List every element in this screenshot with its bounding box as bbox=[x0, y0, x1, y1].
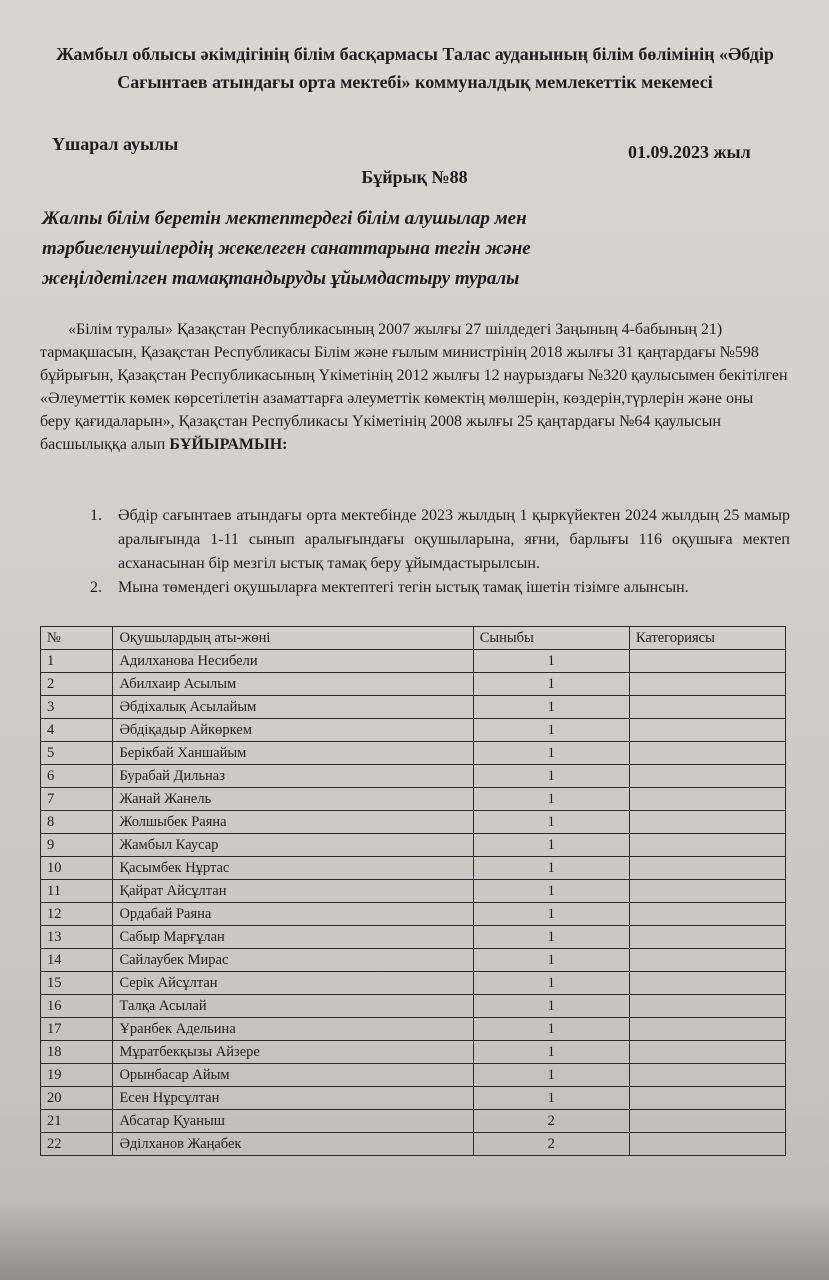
cell-grade: 1 bbox=[473, 1087, 629, 1110]
cell-category bbox=[629, 650, 785, 673]
page-shadow bbox=[0, 1200, 829, 1280]
order-subject: Жалпы білім беретін мектептердегі білім алушылар мен тәрбиеленушілердің жекелеген санаттарына тегін және жеңілдетілген тамақтандыруды ұйымдастыру туралы bbox=[42, 208, 531, 289]
preamble-text: «Білім туралы» Қазақстан Республикасының 2007 жылғы 27 шілдедегі Заңының 4-бабының 21) тармақшасын, Қазақстан Республикасы Білім және ғылым министрінің 2018 жылғы 31 қаңтардағы №598 бұйрығын, Қазақстан Республикасының Үкіметінің 2012 жылғы 12 наурыздағы №320 қаулысымен бекітілген «Әлеуметтік көмек көрсетілетін азаматтарға әлеуметтік көмектің мөлшерін, көздерін,түрлерін және оны беру қағидаларын», Қазақстан Республикасы Үкіметінің 2008 жылғы 25 қаңтардағы №64 қаулысын басшылыққа алып bbox=[40, 321, 788, 453]
column-header-category: Категориясы bbox=[629, 627, 785, 650]
cell-name: Талқа Асылай bbox=[113, 995, 473, 1018]
order-item-text: Әбдір сағынтаев атындағы орта мектебінде 2023 жылдың 1 қыркүйектен 2024 жылдың 25 мамыр аралығында 1-11 сынып аралығындағы оқушыларына, яғни, барлығы 116 оқушыға мектеп асханасынан бір мезгіл ыстық тамақ беру ұйымдастырылсын. bbox=[118, 507, 790, 572]
table-row bbox=[41, 719, 786, 742]
cell-number: 5 bbox=[41, 742, 113, 765]
cell-number: 12 bbox=[41, 903, 113, 926]
cell-grade: 1 bbox=[473, 696, 629, 719]
cell-number: 11 bbox=[41, 880, 113, 903]
table-row bbox=[41, 949, 786, 972]
preamble-paragraph bbox=[40, 318, 788, 456]
table-row bbox=[41, 926, 786, 949]
cell-category bbox=[629, 949, 785, 972]
cell-number: 19 bbox=[41, 1064, 113, 1087]
table-row bbox=[41, 1018, 786, 1041]
cell-grade: 1 bbox=[473, 719, 629, 742]
institution-header: Жамбыл облысы әкімдігінің білім басқармасы Талас ауданының білім бөлімінің «Әбдір Сағынтаев атындағы орта мектебі» коммуналдық мемлекеттік мекемесі bbox=[56, 44, 774, 92]
cell-category bbox=[629, 673, 785, 696]
table-row bbox=[41, 650, 786, 673]
table-row bbox=[41, 1041, 786, 1064]
order-item-number: 1. bbox=[90, 507, 102, 524]
pupils-table bbox=[40, 626, 786, 1156]
cell-name: Мұратбекқызы Айзере bbox=[113, 1041, 473, 1064]
table-row bbox=[41, 742, 786, 765]
cell-number: 4 bbox=[41, 719, 113, 742]
cell-name: Әбдіқадыр Айкөркем bbox=[113, 719, 473, 742]
table-row bbox=[41, 1110, 786, 1133]
cell-number: 8 bbox=[41, 811, 113, 834]
cell-category bbox=[629, 765, 785, 788]
cell-number: 18 bbox=[41, 1041, 113, 1064]
table-row bbox=[41, 788, 786, 811]
cell-number: 17 bbox=[41, 1018, 113, 1041]
table-row bbox=[41, 995, 786, 1018]
cell-number: 22 bbox=[41, 1133, 113, 1156]
cell-name: Ұранбек Адельина bbox=[113, 1018, 473, 1041]
preamble-command: БҰЙЫРАМЫН: bbox=[169, 436, 288, 453]
cell-name: Абилхаир Асылым bbox=[113, 673, 473, 696]
cell-name: Қайрат Айсұлтан bbox=[113, 880, 473, 903]
cell-grade: 1 bbox=[473, 995, 629, 1018]
cell-category bbox=[629, 1018, 785, 1041]
cell-name: Сабыр Марғұлан bbox=[113, 926, 473, 949]
cell-name: Қасымбек Нұртас bbox=[113, 857, 473, 880]
cell-number: 7 bbox=[41, 788, 113, 811]
cell-number: 1 bbox=[41, 650, 113, 673]
order-item-text: Мына төмендегі оқушыларға мектептегі тегін ыстық тамақ ішетін тізімге алынсын. bbox=[118, 579, 689, 596]
order-number: Бұйрық №88 bbox=[361, 167, 468, 187]
column-header-number: № bbox=[41, 627, 113, 650]
order-date: 01.09.2023 жыл bbox=[628, 142, 751, 162]
table-body bbox=[41, 650, 786, 1156]
cell-category bbox=[629, 995, 785, 1018]
cell-number: 2 bbox=[41, 673, 113, 696]
cell-grade: 1 bbox=[473, 857, 629, 880]
cell-name: Жанай Жанель bbox=[113, 788, 473, 811]
cell-grade: 1 bbox=[473, 1064, 629, 1087]
column-header-grade: Сыныбы bbox=[473, 627, 629, 650]
cell-number: 20 bbox=[41, 1087, 113, 1110]
order-items bbox=[90, 504, 790, 600]
cell-grade: 1 bbox=[473, 926, 629, 949]
cell-grade: 1 bbox=[473, 972, 629, 995]
cell-category bbox=[629, 1133, 785, 1156]
cell-name: Әділханов Жаңабек bbox=[113, 1133, 473, 1156]
cell-number: 10 bbox=[41, 857, 113, 880]
cell-number: 21 bbox=[41, 1110, 113, 1133]
table-header-row bbox=[41, 627, 786, 650]
cell-name: Бурабай Дильназ bbox=[113, 765, 473, 788]
cell-grade: 1 bbox=[473, 834, 629, 857]
cell-name: Орынбасар Айым bbox=[113, 1064, 473, 1087]
cell-name: Есен Нұрсұлтан bbox=[113, 1087, 473, 1110]
cell-category bbox=[629, 1041, 785, 1064]
table-row bbox=[41, 696, 786, 719]
cell-name: Абсатар Қуаныш bbox=[113, 1110, 473, 1133]
cell-grade: 1 bbox=[473, 742, 629, 765]
cell-category bbox=[629, 1110, 785, 1133]
cell-category bbox=[629, 834, 785, 857]
cell-category bbox=[629, 719, 785, 742]
cell-grade: 1 bbox=[473, 949, 629, 972]
cell-name: Сайлаубек Мирас bbox=[113, 949, 473, 972]
cell-category bbox=[629, 972, 785, 995]
cell-number: 13 bbox=[41, 926, 113, 949]
cell-name: Берікбай Ханшайым bbox=[113, 742, 473, 765]
table-row bbox=[41, 673, 786, 696]
cell-category bbox=[629, 1064, 785, 1087]
cell-number: 3 bbox=[41, 696, 113, 719]
table-row bbox=[41, 1064, 786, 1087]
cell-number: 15 bbox=[41, 972, 113, 995]
order-item bbox=[90, 504, 790, 576]
table-row bbox=[41, 765, 786, 788]
cell-category bbox=[629, 880, 785, 903]
table-row bbox=[41, 972, 786, 995]
table-row bbox=[41, 811, 786, 834]
cell-category bbox=[629, 788, 785, 811]
cell-number: 9 bbox=[41, 834, 113, 857]
cell-category bbox=[629, 926, 785, 949]
table-row bbox=[41, 903, 786, 926]
table-row bbox=[41, 857, 786, 880]
order-item-number: 2. bbox=[90, 579, 102, 596]
column-header-name: Оқушылардың аты-жөні bbox=[113, 627, 473, 650]
cell-grade: 1 bbox=[473, 811, 629, 834]
cell-category bbox=[629, 857, 785, 880]
cell-name: Адилханова Несибели bbox=[113, 650, 473, 673]
cell-name: Жамбыл Каусар bbox=[113, 834, 473, 857]
cell-category bbox=[629, 903, 785, 926]
cell-number: 16 bbox=[41, 995, 113, 1018]
cell-grade: 1 bbox=[473, 673, 629, 696]
table-row bbox=[41, 834, 786, 857]
cell-name: Ордабай Раяна bbox=[113, 903, 473, 926]
cell-name: Әбдіхалық Асылайым bbox=[113, 696, 473, 719]
cell-name: Серік Айсұлтан bbox=[113, 972, 473, 995]
cell-category bbox=[629, 811, 785, 834]
cell-grade: 1 bbox=[473, 765, 629, 788]
order-item bbox=[90, 576, 790, 600]
cell-grade: 1 bbox=[473, 903, 629, 926]
cell-category bbox=[629, 696, 785, 719]
cell-grade: 1 bbox=[473, 1018, 629, 1041]
cell-grade: 2 bbox=[473, 1133, 629, 1156]
cell-grade: 1 bbox=[473, 650, 629, 673]
cell-grade: 2 bbox=[473, 1110, 629, 1133]
cell-number: 14 bbox=[41, 949, 113, 972]
cell-category bbox=[629, 742, 785, 765]
cell-grade: 1 bbox=[473, 788, 629, 811]
cell-grade: 1 bbox=[473, 880, 629, 903]
cell-number: 6 bbox=[41, 765, 113, 788]
cell-name: Жолшыбек Раяна bbox=[113, 811, 473, 834]
table-row bbox=[41, 1133, 786, 1156]
cell-grade: 1 bbox=[473, 1041, 629, 1064]
place-name: Үшарал ауылы bbox=[52, 134, 179, 154]
table-row bbox=[41, 1087, 786, 1110]
table-row bbox=[41, 880, 786, 903]
cell-category bbox=[629, 1087, 785, 1110]
